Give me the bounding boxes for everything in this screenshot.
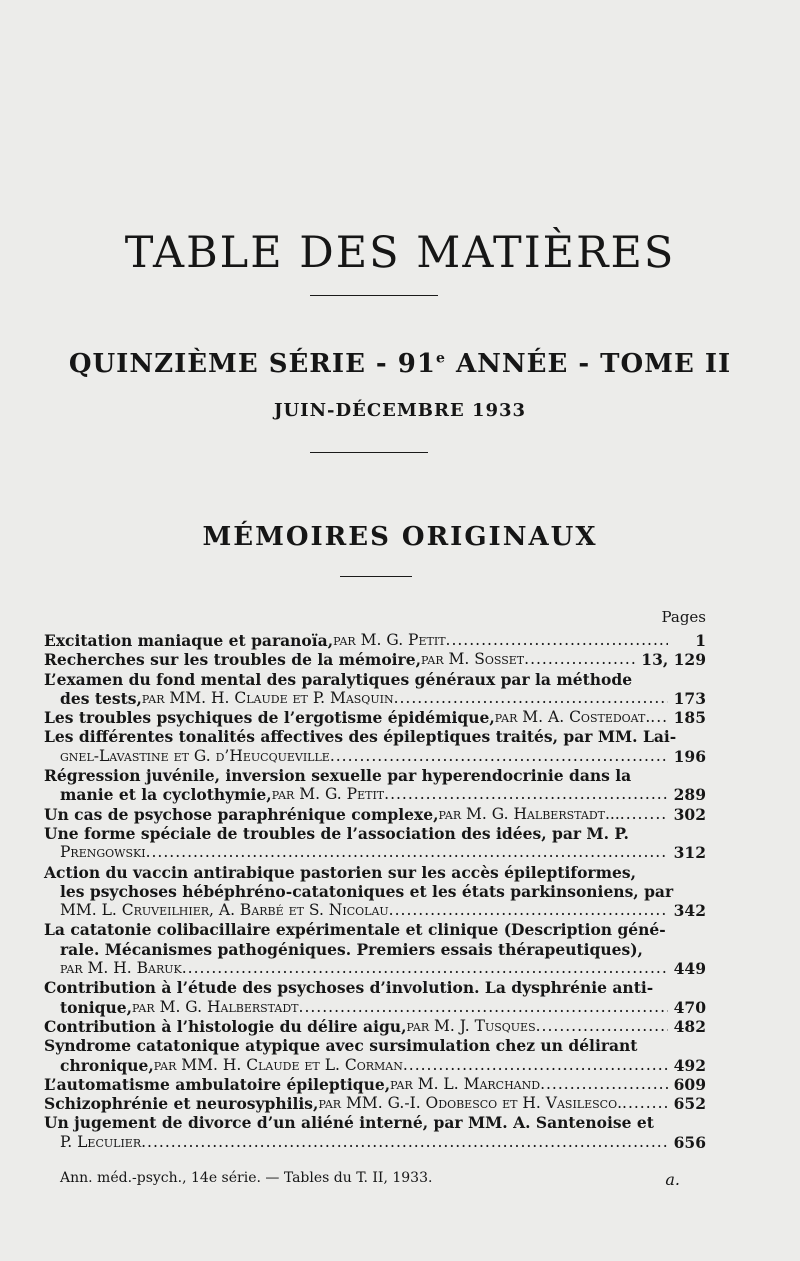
toc-entry-title: rale. Mécanismes pathogéniques. Premiers essais thérapeutiques),	[60, 939, 643, 959]
toc-entry-title: Syndrome catatonique atypique avec sursimulation chez un délirant	[44, 1036, 638, 1056]
toc-entry-author: par M. G. Petit	[271, 785, 385, 804]
toc-entry-title: des tests,	[60, 688, 142, 708]
section-heading: MÉMOIRES ORIGINAUX	[202, 522, 598, 552]
toc-entry[interactable]	[44, 1036, 706, 1075]
leader-dots	[384, 785, 668, 804]
toc-entry-title: Action du vaccin antirabique pastorien sur les accès épileptiformes,	[44, 862, 636, 882]
leader-dots	[146, 843, 668, 862]
toc-entry[interactable]	[44, 1075, 706, 1094]
toc-entry-author: par M. H. Baruk	[60, 959, 182, 978]
toc-entry-author: par M. G. Halberstadt	[132, 997, 299, 1016]
toc-entry-page: 656	[673, 1132, 706, 1152]
toc-entry[interactable]	[44, 670, 706, 709]
leader-dots	[394, 689, 668, 708]
toc-entry-page: 289	[673, 785, 706, 805]
toc-entry-line	[44, 901, 706, 920]
toc-entry-author: par M. G. Halberstadt...	[438, 804, 620, 823]
title-divider	[310, 295, 438, 296]
toc-entry-page: 652	[673, 1094, 706, 1114]
toc-entry-line	[44, 882, 706, 901]
toc-entry-line	[44, 708, 706, 727]
toc-entry-title: Les troubles psychiques de l’ergotisme épidémique,	[44, 708, 495, 728]
toc-entry[interactable]	[44, 650, 706, 669]
toc-entry-title: manie et la cyclothymie,	[60, 785, 272, 805]
toc-entry-title: Une forme spéciale de troubles de l’association des idées, par M. P.	[44, 823, 629, 843]
toc-entry-author: par MM. H. Claude et L. Corman	[153, 1055, 403, 1074]
leader-dots	[330, 747, 668, 766]
toc-entry-title: Un cas de psychose paraphrénique complexe,	[44, 804, 439, 824]
toc-entry-page: 196	[673, 746, 706, 766]
toc-entry-page: 185	[673, 708, 706, 728]
toc-entry-line	[44, 920, 706, 939]
leader-dots	[389, 901, 668, 920]
toc-entry-line	[44, 978, 706, 997]
toc-entry-line	[44, 689, 706, 708]
leader-dots	[540, 1075, 668, 1094]
toc-entry[interactable]	[44, 631, 706, 650]
leader-dots	[182, 959, 668, 978]
toc-entry[interactable]	[44, 766, 706, 805]
toc-entry-title: Les différentes tonalités affectives des épileptiques traités, par MM. Lai-	[44, 727, 677, 747]
toc-entry-title: Contribution à l’étude des psychoses d’involution. La dysphrénie anti-	[44, 978, 654, 998]
toc-entry-author: par MM. H. Claude et P. Masquin	[141, 688, 394, 707]
footer-signature: a.	[665, 1170, 680, 1189]
toc-entry-line	[44, 940, 706, 959]
toc-entry-line	[44, 843, 706, 862]
toc-entry-author: par M. L. Marchand	[390, 1074, 541, 1093]
leader-dots	[446, 631, 668, 650]
toc-entry[interactable]	[44, 978, 706, 1017]
toc-entry-line	[44, 959, 706, 978]
leader-dots	[141, 1133, 668, 1152]
toc-entry-author: par M. J. Tusques	[406, 1016, 536, 1035]
toc-entry-title: Recherches sur les troubles de la mémoire,	[44, 650, 421, 670]
toc-entry-title: L’automatisme ambulatoire épileptique,	[44, 1074, 391, 1094]
footer-text: Ann. méd.-psych., 14e série. — Tables du T. II, 1933.	[60, 1170, 433, 1186]
toc-entry[interactable]	[44, 863, 706, 921]
toc-entry-line	[44, 1036, 706, 1055]
table-of-contents	[44, 631, 706, 1152]
toc-entry-page: 302	[673, 804, 706, 824]
page-footer	[60, 1170, 680, 1189]
series-part-2: ANNÉE - TOME II	[445, 349, 732, 379]
toc-entry-line	[44, 805, 706, 824]
toc-entry-line	[44, 1113, 706, 1132]
toc-entry-line	[44, 650, 706, 669]
toc-entry-line	[44, 631, 706, 650]
toc-entry[interactable]	[44, 1017, 706, 1036]
toc-entry-title: Un jugement de divorce d’un aliéné interné, par MM. A. Santenoise et	[44, 1113, 654, 1133]
series-part-1: QUINZIÈME SÉRIE - 91	[68, 349, 436, 379]
leader-dots	[299, 998, 668, 1017]
toc-entry-author: P. Leculier	[60, 1132, 142, 1151]
leader-dots	[620, 805, 668, 824]
toc-entry-title: L’examen du fond mental des paralytiques généraux par la méthode	[44, 669, 633, 689]
toc-entry-author: par M. Sosset	[420, 650, 525, 669]
pages-column-label: Pages	[661, 608, 706, 626]
leader-dots	[524, 650, 637, 669]
leader-dots	[650, 708, 668, 727]
toc-entry[interactable]	[44, 920, 706, 978]
leader-dots	[536, 1017, 668, 1036]
date-range: JUIN-DÉCEMBRE 1933	[273, 400, 527, 421]
toc-entry-page: 173	[673, 688, 706, 708]
toc-entry-line	[44, 1094, 706, 1113]
toc-entry[interactable]	[44, 1094, 706, 1113]
toc-entry[interactable]	[44, 805, 706, 824]
leader-dots	[403, 1056, 668, 1075]
toc-entry-line	[44, 670, 706, 689]
toc-entry-page: 312	[673, 843, 706, 863]
toc-entry-page: 609	[673, 1074, 706, 1094]
toc-entry-author: par M. G. Petit	[333, 631, 446, 649]
leader-dots	[622, 1094, 668, 1113]
toc-entry-title: La catatonie colibacillaire expérimentale et clinique (Description géné-	[44, 920, 666, 940]
toc-entry-page: 342	[673, 901, 706, 921]
toc-entry-title: Régression juvénile, inversion sexuelle par hyperendocrinie dans la	[44, 766, 632, 786]
toc-entry-author: MM. L. Cruveilhier, A. Barbé et S. Nicolau	[60, 901, 389, 920]
toc-entry-line	[44, 998, 706, 1017]
toc-entry-title: Contribution à l’histologie du délire aigu,	[44, 1016, 407, 1036]
section-divider	[340, 576, 412, 577]
toc-entry-line	[44, 1075, 706, 1094]
toc-entry-author: par M. A. Costedoat.	[494, 708, 651, 727]
toc-entry-page: 482	[673, 1016, 706, 1036]
toc-entry-author: gnel-Lavastine et G. d’Heucqueville	[60, 746, 330, 765]
toc-entry-line	[44, 1017, 706, 1036]
toc-entry-line	[44, 863, 706, 882]
toc-entry-line	[44, 1133, 706, 1152]
toc-entry[interactable]	[44, 708, 706, 727]
toc-entry-title: Schizophrénie et neurosyphilis,	[44, 1094, 319, 1114]
toc-entry-page: 13, 129	[641, 650, 706, 670]
toc-entry-page: 449	[673, 959, 706, 979]
toc-entry-title: Excitation maniaque et paranoïa,	[44, 631, 334, 650]
toc-entry[interactable]	[44, 824, 706, 863]
toc-entry[interactable]	[44, 1113, 706, 1152]
series-superscript: e	[435, 350, 446, 367]
toc-entry-line	[44, 747, 706, 766]
toc-entry-line	[44, 785, 706, 804]
toc-entry-page: 1	[695, 631, 706, 650]
toc-entry-author: par MM. G.-I. Odobesco et H. Vasilesco.	[318, 1094, 623, 1113]
toc-entry-line	[44, 1056, 706, 1075]
series-heading	[40, 349, 760, 379]
toc-entry-page: 470	[673, 997, 706, 1017]
toc-entry-line	[44, 727, 706, 746]
toc-entry-title: les psychoses hébéphréno-catatoniques et les états parkinsoniens, par	[60, 881, 674, 901]
toc-entry-line	[44, 766, 706, 785]
toc-entry-author: Prengowski	[60, 843, 146, 862]
dates-divider	[310, 452, 428, 453]
toc-entry-page: 492	[673, 1055, 706, 1075]
toc-entry-title: chronique,	[60, 1055, 154, 1075]
page-title: TABLE DES MATIÈRES	[124, 228, 676, 278]
toc-entry-title: tonique,	[60, 997, 133, 1017]
toc-entry[interactable]	[44, 727, 706, 766]
toc-entry-line	[44, 824, 706, 843]
